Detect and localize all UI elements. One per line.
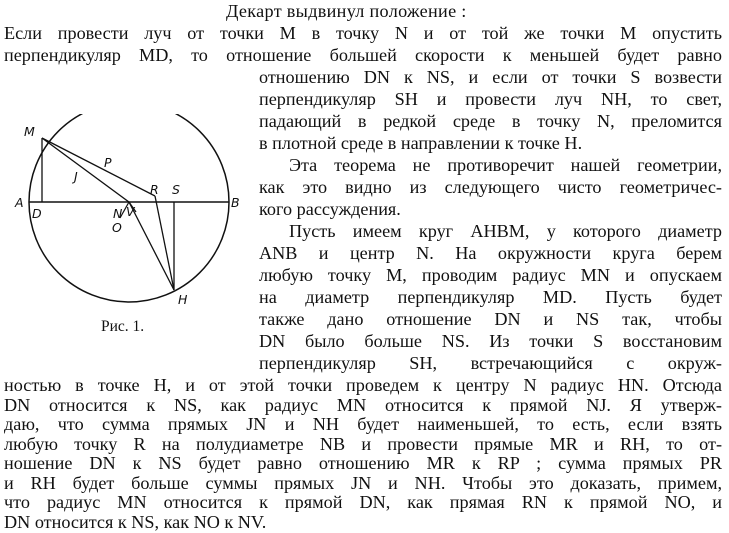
text-line: Пусть имеем круг AHBM, у которого диаметр [289, 221, 722, 241]
label-D: D [32, 206, 42, 221]
text-line: в плотной среде в направлении к точке H. [259, 133, 583, 153]
label-V: V [126, 204, 135, 219]
label-J: J [74, 169, 78, 184]
text-line: DN относится к NS, как радиус MN относится к прямой NJ. Я утверж- [4, 394, 722, 415]
radius-MN [42, 138, 129, 202]
line-RH [155, 196, 174, 290]
line-MR [42, 138, 155, 196]
label-R: R [150, 182, 159, 197]
label-H: H [178, 292, 188, 307]
label-A: A [15, 195, 24, 210]
text-line: Если провести луч от точки M в точку N и от той же точки M опустить [4, 23, 722, 43]
text-line: ношение DN к NS будет равно отношению MR к RP ; сумма прямых PR [4, 453, 722, 473]
text-line: что радиус MN относится к прямой DN, как прямая RN к прямой NO, и [4, 492, 722, 512]
label-O: O [112, 220, 122, 235]
text-line: на диаметр перпендикуляр MD. Пусть будет [259, 287, 722, 307]
text-line: ностью в точке H, и от этой точки проведем к центру N радиус HN. Отсюда [4, 375, 722, 395]
text-line: DN относится к NS, как NO к NV. [4, 511, 267, 532]
label-S: S [172, 182, 180, 197]
text-line: отношению DN к NS, и если от точки S возвести [259, 67, 722, 87]
text-line: перпендикуляр SH и провести луч NH, то свет, [259, 89, 722, 109]
label-P: P [104, 155, 112, 170]
text-line: кого рассуждения. [259, 199, 401, 219]
section-heading: Декарт выдвинул положение : [226, 1, 467, 21]
figure-caption: Рис. 1. [101, 318, 145, 335]
text-line: даю, что сумма прямых JN и NH будет наименьшей, то есть, если взять [4, 414, 722, 434]
label-B: B [231, 195, 240, 210]
label-N: N [113, 206, 123, 221]
label-M: M [24, 124, 35, 139]
text-line: ANB и центр N. На окружности круга берем [259, 243, 722, 263]
text-line: любую точку M, проводим радиус MN и опускаем [259, 265, 722, 285]
text-line: как это видно из следующего чисто геометричес- [259, 177, 722, 197]
text-line: перпендикуляр SH, встречающийся с окруж- [259, 353, 722, 373]
radius-NH [129, 202, 174, 290]
text-line: и RH будет больше суммы прямых JN и NH. Чтобы это доказать, примем, [4, 472, 722, 493]
text-line: DN было больше NS. Из точки S восстановим [259, 331, 722, 351]
text-line: Эта теорема не противоречит нашей геометрии, [289, 155, 722, 175]
text-line: также дано отношение DN и NS так, чтобы [259, 309, 722, 329]
figure-1-diagram [12, 114, 247, 319]
text-line: падающий в редкой среде в точку N, преломится [259, 111, 722, 131]
text-line: перпендикуляр MD, то отношение большей скорости к меньшей будет равно [4, 45, 722, 65]
text-line: любую точку R на полудиаметре NB и провести прямые MR и RH, то от- [4, 433, 722, 454]
